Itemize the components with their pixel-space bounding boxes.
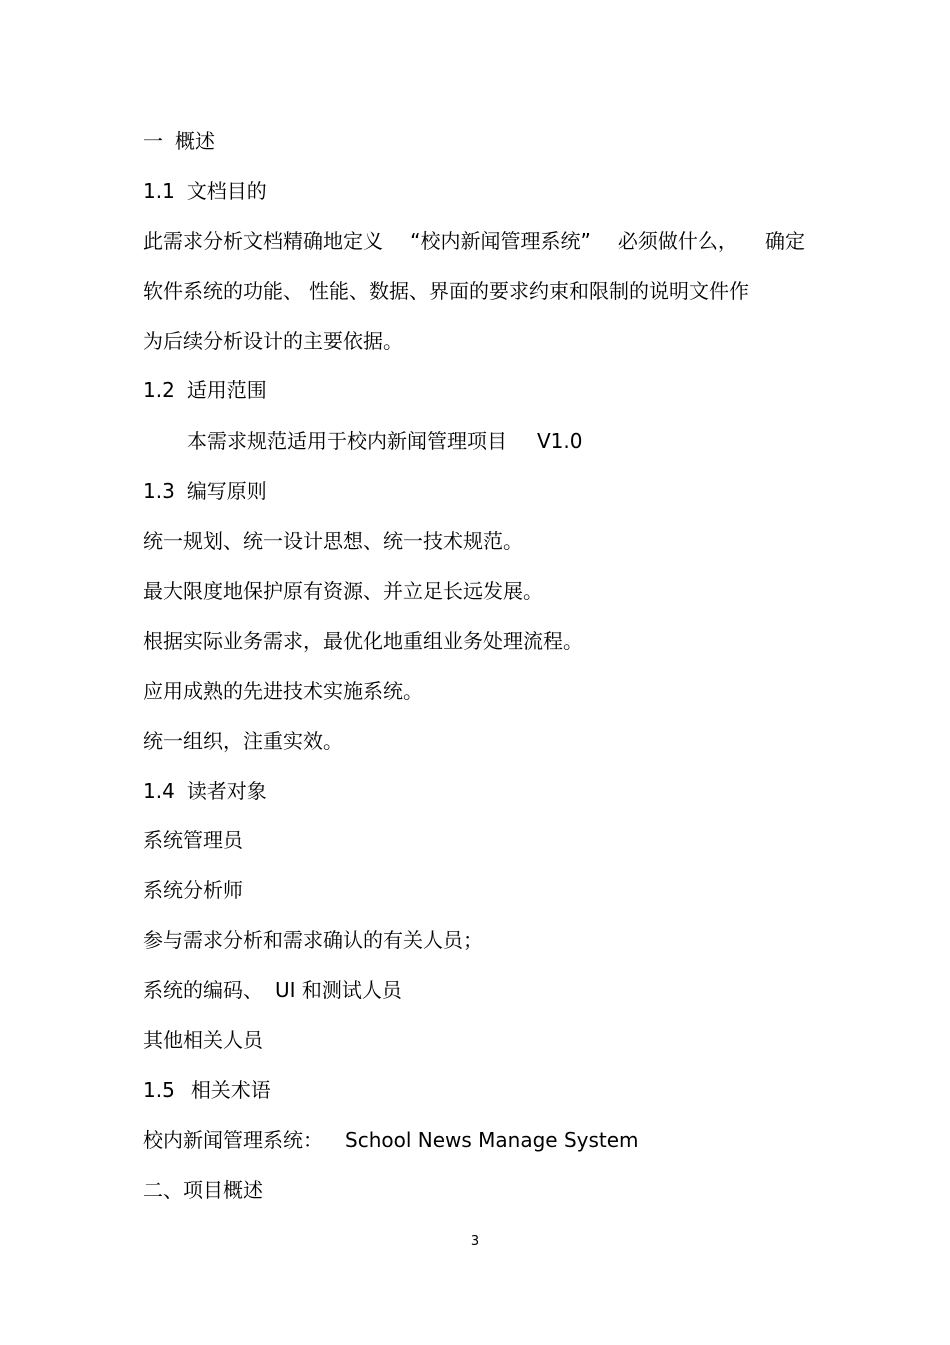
subsection-number: 1.4 <box>143 779 175 803</box>
subsection-title: 适用范围 <box>186 378 267 402</box>
paragraph-line-3: 为后续分析设计的主要依据。 <box>143 329 403 353</box>
principle-item: 统一规划、统一设计思想、统一技术规范。 <box>143 529 523 553</box>
section-heading-overview <box>143 126 215 156</box>
principle-item: 根据实际业务需求，最优化地重组业务处理流程。 <box>143 629 583 653</box>
subsection-number: 1.5 <box>143 1078 175 1102</box>
subsection-number: 1.3 <box>143 479 175 503</box>
subsection-heading-1-5 <box>143 1075 271 1105</box>
scope-line <box>187 426 583 456</box>
text-run: 此需求分析文档精确地定义 <box>143 229 383 253</box>
section-number: 一 <box>143 129 163 153</box>
subsection-heading-1-2 <box>143 375 267 405</box>
subsection-title: 读者对象 <box>186 779 267 803</box>
paragraph-line-1 <box>143 226 805 256</box>
term-english: School News Manage System <box>345 1128 639 1152</box>
reader-item: 系统分析师 <box>143 878 243 902</box>
text-run: 软件系统的功能、 <box>143 279 303 303</box>
subsection-number: 1.1 <box>143 179 175 203</box>
section-title: 概述 <box>175 129 215 153</box>
reader-item: 其他相关人员 <box>143 1028 263 1052</box>
subsection-heading-1-4 <box>143 776 267 806</box>
subsection-title: 相关术语 <box>190 1078 271 1102</box>
subsection-heading-1-3 <box>143 476 267 506</box>
subsection-heading-1-1 <box>143 176 267 206</box>
reader-item <box>143 975 402 1005</box>
reader-item: 系统管理员 <box>143 828 243 852</box>
subsection-number: 1.2 <box>143 378 175 402</box>
subsection-title: 文档目的 <box>186 179 267 203</box>
subsection-title: 编写原则 <box>186 479 267 503</box>
term-line <box>143 1125 639 1155</box>
text-run: UI 和测试人员 <box>275 978 402 1002</box>
principle-item: 统一组织，注重实效。 <box>143 729 343 753</box>
text-run: “校内新闻管理系统” <box>410 229 591 253</box>
principle-item: 应用成熟的先进技术实施系统。 <box>143 679 423 703</box>
version-label: V1.0 <box>537 429 583 453</box>
text-run: 系统的编码、 <box>143 978 263 1002</box>
section-heading-project-overview: 二、项目概述 <box>143 1178 263 1202</box>
text-run: 性能、数据、界面的要求约束和限制的说明文件作 <box>309 279 749 303</box>
page-number: 3 <box>470 1234 480 1249</box>
text-run: 确定 <box>764 229 805 253</box>
reader-item: 参与需求分析和需求确认的有关人员； <box>143 928 483 952</box>
principle-item: 最大限度地保护原有资源、并立足长远发展。 <box>143 579 543 603</box>
term-chinese: 校内新闻管理系统： <box>143 1128 323 1152</box>
text-run: 必须做什么， <box>617 229 738 253</box>
paragraph-line-2 <box>143 276 749 306</box>
scope-text: 本需求规范适用于校内新闻管理项目 <box>187 429 507 453</box>
